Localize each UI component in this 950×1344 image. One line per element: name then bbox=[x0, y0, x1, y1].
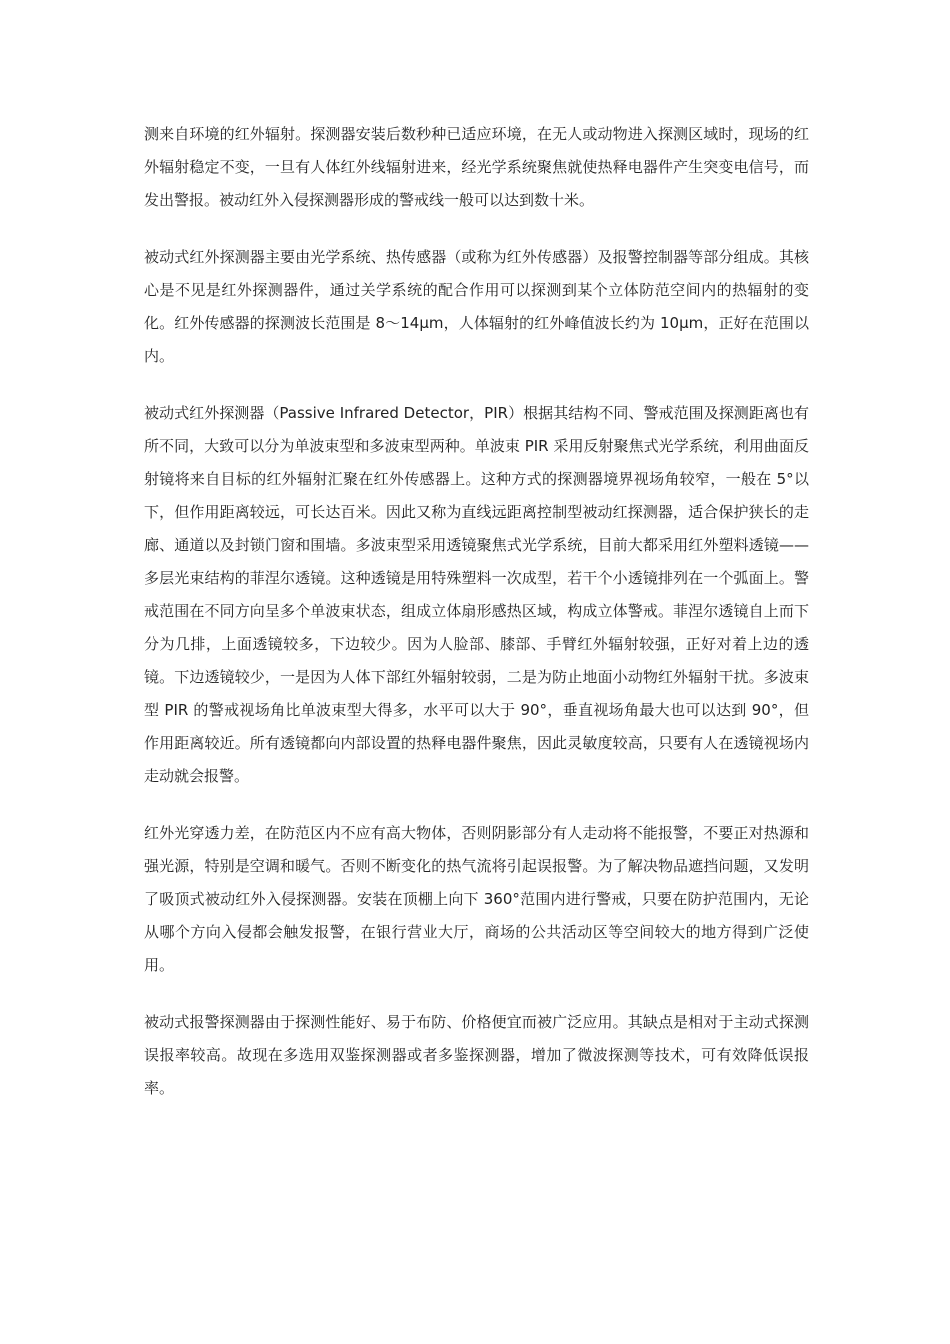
paragraph-5: 被动式报警探测器由于探测性能好、易于布防、价格便宜而被广泛应用。其缺点是相对于主动式探测误报率较高。故现在多选用双鉴探测器或者多鉴探测器，增加了微波探测等技术，可有效降低误报率。 bbox=[144, 1013, 809, 1097]
paragraph-3: 被动式红外探测器（Passive Infrared Detector，PIR）根据其结构不同、警戒范围及探测距离也有所不同，大致可以分为单波束型和多波束型两种。单波束 PIR 采用反射聚焦式光学系统，利用曲面反射镜将来自目标的红外辐射汇聚在红外传感器上。这种方式的探测器境界视场角较窄，一般在 5°以下，但作用距离较远，可长达百米。因此又称为直线远距离控制型被动红探测器，适合保护狭长的走廊、通道以及封锁门窗和围墙。多波束型采用透镜聚焦式光学系统，目前大都采用红外塑料透镜——多层光束结构的菲涅尔透镜。这种透镜是用特殊塑料一次成型，若干个小透镜排列在一个弧面上。警戒范围在不同方向呈多个单波束状态，组成立体扇形感热区域，构成立体警戒。菲涅尔透镜自上而下分为几排，上面透镜较多，下边较少。因为人脸部、膝部、手臂红外辐射较强，正好对着上边的透镜。下边透镜较少，一是因为人体下部红外辐射较弱，二是为防止地面小动物红外辐射干扰。多波束型 PIR 的警戒视场角比单波束型大得多，水平可以大于 90°，垂直视场角最大也可以达到 90°，但作用距离较近。所有透镜都向内部设置的热释电器件聚焦，因此灵敏度较高，只要有人在透镜视场内走动就会报警。 bbox=[144, 404, 809, 785]
paragraph-4: 红外光穿透力差，在防范区内不应有高大物体，否则阴影部分有人走动将不能报警，不要正对热源和强光源，特别是空调和暖气。否则不断变化的热气流将引起误报警。为了解决物品遮挡问题，又发明了吸顶式被动红外入侵探测器。安装在顶棚上向下 360°范围内进行警戒，只要在防护范围内，无论从哪个方向入侵都会触发报警，在银行营业大厅，商场的公共活动区等空间较大的地方得到广泛使用。 bbox=[144, 824, 809, 974]
paragraph-2: 被动式红外探测器主要由光学系统、热传感器（或称为红外传感器）及报警控制器等部分组成。其核心是不见是红外探测器件，通过关学系统的配合作用可以探测到某个立体防范空间内的热辐射的变化。红外传感器的探测波长范围是 8～14μm，人体辐射的红外峰值波长约为 10μm，正好在范围以内。 bbox=[144, 248, 809, 365]
document-body bbox=[144, 118, 809, 1129]
paragraph-1: 测来自环境的红外辐射。探测器安装后数秒种已适应环境，在无人或动物进入探测区域时，现场的红外辐射稳定不变，一旦有人体红外线辐射进来，经光学系统聚焦就使热释电器件产生突变电信号，而发出警报。被动红外入侵探测器形成的警戒线一般可以达到数十米。 bbox=[144, 125, 809, 209]
